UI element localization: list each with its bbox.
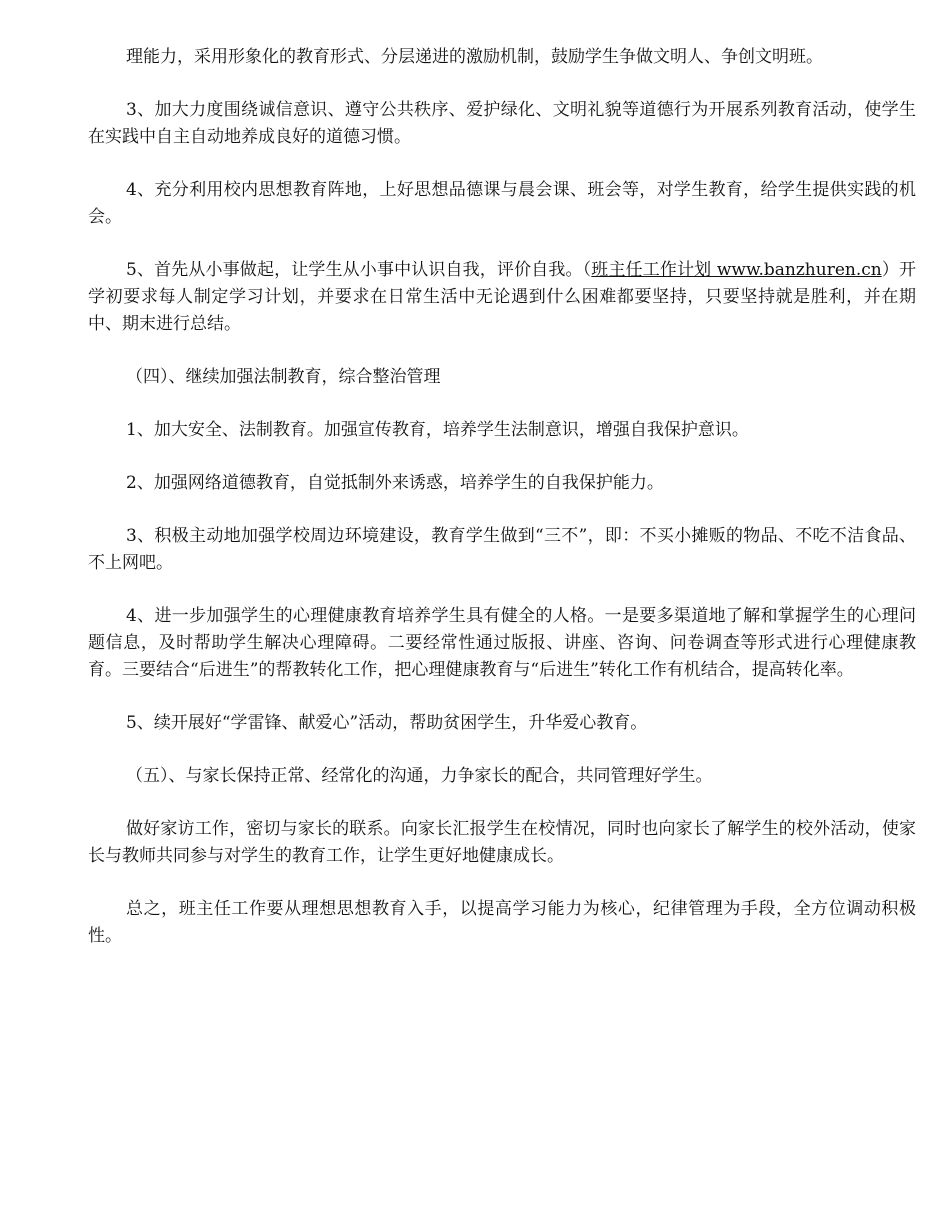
- paragraph-lei-feng-activity: 5、续开展好“学雷锋、献爱心”活动，帮助贫困学生，升华爱心教育。: [126, 713, 648, 733]
- paragraph-civilized-class: 理能力，采用形象化的教育形式、分层递进的激励机制，鼓励学生争做文明人、争创文明班。: [126, 47, 823, 67]
- paragraph-home-visits: 做好家访工作，密切与家长的联系。向家长汇报学生在校情况，同时也向家长了解学生的校外活动，使家长与教师共同参与对学生的教育工作，让学生更好地健康成长。: [88, 819, 916, 866]
- paragraph-network-ethics: 2、加强网络道德教育，自觉抵制外来诱惑，培养学生的自我保护能力。: [126, 473, 664, 493]
- paragraph-school-environment: 3、积极主动地加强学校周边环境建设，教育学生做到“三不”，即：不买小摊贩的物品、不吃不洁食品、不上网吧。: [88, 526, 916, 573]
- paragraph-ideology-position: 4、充分利用校内思想教育阵地，上好思想品德课与晨会课、班会等，对学生教育，给学生提供实践的机会。: [88, 180, 916, 227]
- section-heading-parent-communication: （五）、与家长保持正常、经常化的沟通，力争家长的配合，共同管理好学生。: [126, 766, 713, 786]
- document-page: [88, 44, 916, 976]
- paragraph-safety-education: 1、加大安全、法制教育。加强宣传教育，培养学生法制意识，增强自我保护意识。: [126, 420, 749, 440]
- study-plan-text-end: ）开学初要求每人制定学习计划，并要求在日常生活中无论遇到什么困难都要坚持，只要坚持就是胜利，并在期中、期末进行总结。: [88, 260, 917, 334]
- banzhuren-link[interactable]: 班主任工作计划 www.banzhuren.cn: [591, 260, 882, 280]
- paragraph-moral-education: 3、加大力度围绕诚信意识、遵守公共秩序、爱护绿化、文明礼貌等道德行为开展系列教育活动，使学生在实践中自主自动地养成良好的道德习惯。: [88, 100, 916, 147]
- section-heading-legal-education: （四）、继续加强法制教育，综合整治管理: [126, 367, 441, 387]
- paragraph-mental-health: 4、进一步加强学生的心理健康教育培养学生具有健全的人格。一是要多渠道地了解和掌握学生的心理问题信息，及时帮助学生解决心理障碍。二要经常性通过版报、讲座、咨询、问卷调查等形式进行心理健康教育。三要结合“后进生”的帮教转化工作，把心理健康教育与“后进生”转化工作有机结合，提高转化率。: [88, 606, 916, 680]
- paragraph-conclusion: 总之，班主任工作要从理想思想教育入手，以提高学习能力为核心，纪律管理为手段，全方位调动积极性。: [88, 899, 916, 946]
- study-plan-text-start: 5、首先从小事做起，让学生从小事中认识自我，评价自我。（: [126, 260, 592, 280]
- paragraph-study-plan: [88, 257, 916, 338]
